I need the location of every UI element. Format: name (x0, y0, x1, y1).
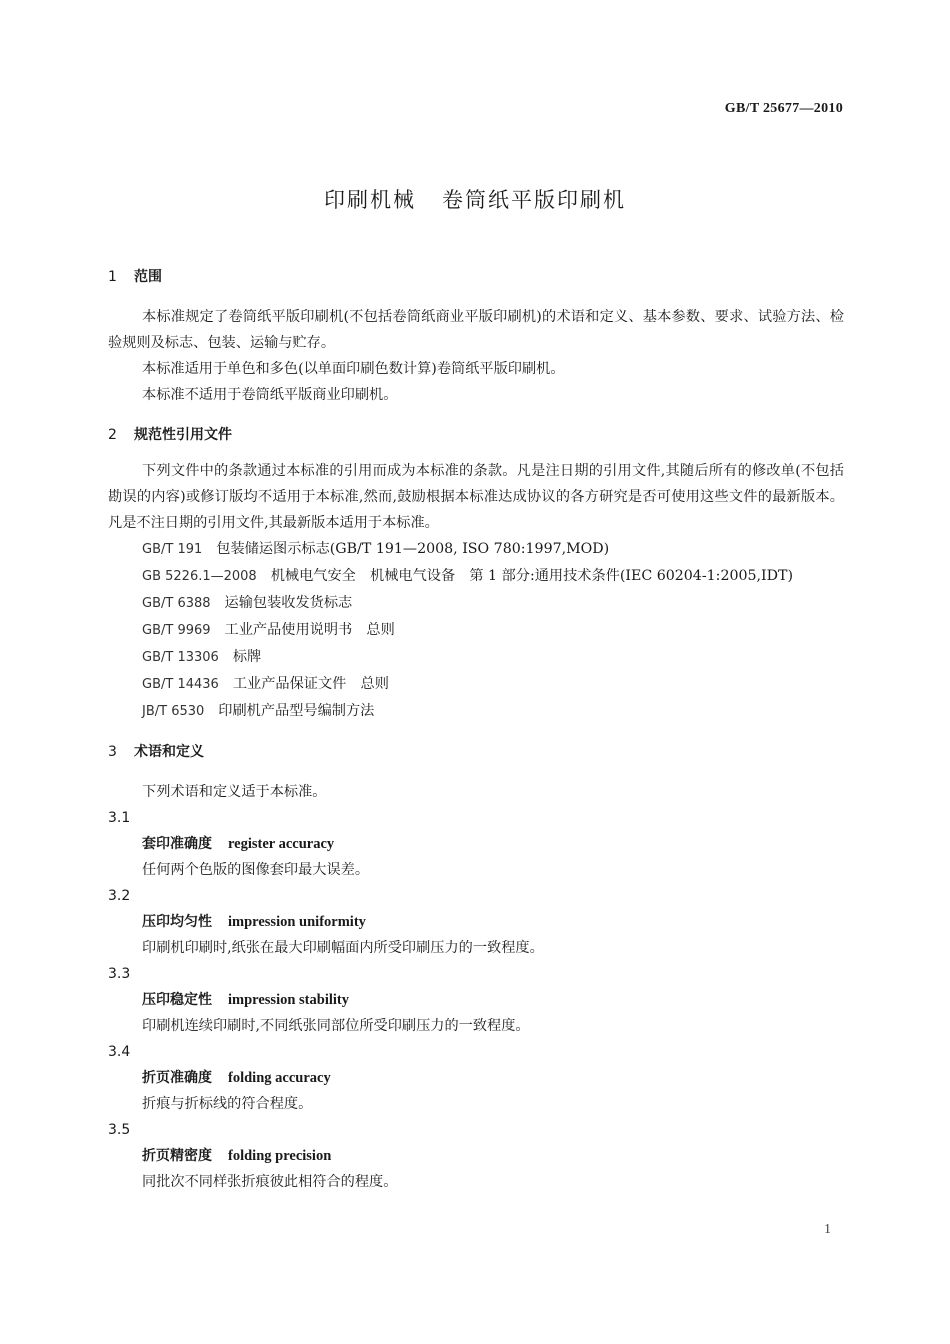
term-number: 3.1 (108, 810, 131, 826)
document-title (0, 184, 950, 214)
standard-code: GB/T 25677—2010 (724, 101, 843, 116)
title-part-2: 卷筒纸平版印刷机 (442, 188, 626, 212)
scope-paragraph-1: 本标准规定了卷筒纸平版印刷机(不包括卷筒纸商业平版印刷机)的术语和定义、基本参数、要求、试验方法、检验规则及标志、包装、运输与贮存。 (108, 309, 844, 351)
scope-paragraph-2: 本标准适用于单色和多色(以单面印刷色数计算)卷筒纸平版印刷机。 (142, 361, 565, 377)
terms-intro: 下列术语和定义适于本标准。 (142, 784, 327, 800)
document-body (108, 264, 844, 1195)
term-entry: 套印准确度 register accuracy (142, 836, 335, 852)
section-heading-scope: 1 范围 (108, 269, 162, 285)
reference-item: JB/T 6530 印刷机产品型号编制方法 (142, 703, 375, 719)
term-number: 3.5 (108, 1122, 131, 1138)
reference-item: GB/T 14436 工业产品保证文件 总则 (142, 676, 389, 692)
term-definition: 任何两个色版的图像套印最大误差。 (142, 862, 370, 878)
reference-item: GB/T 13306 标牌 (142, 649, 262, 665)
term-definition: 印刷机连续印刷时,不同纸张同部位所受印刷压力的一致程度。 (142, 1018, 530, 1034)
term-definition: 印刷机印刷时,纸张在最大印刷幅面内所受印刷压力的一致程度。 (142, 940, 544, 956)
page-number: 1 (824, 1222, 831, 1237)
term-entry: 折页准确度 folding accuracy (142, 1070, 331, 1086)
term-definition: 同批次不同样张折痕彼此相符合的程度。 (142, 1174, 398, 1190)
scope-paragraph-3: 本标准不适用于卷筒纸平版商业印刷机。 (142, 387, 398, 403)
term-entry: 压印均匀性 impression uniformity (142, 914, 366, 930)
section-heading-normative-references: 2 规范性引用文件 (108, 427, 232, 443)
term-number: 3.2 (108, 888, 131, 904)
term-entry: 折页精密度 folding precision (142, 1148, 332, 1164)
term-number: 3.3 (108, 966, 131, 982)
reference-item: GB 5226.1—2008 机械电气安全 机械电气设备 第 1 部分:通用技术条件(IEC 60204-1:2005,IDT) (142, 568, 794, 584)
title-part-1: 印刷机械 (324, 188, 416, 212)
references-intro: 下列文件中的条款通过本标准的引用而成为本标准的条款。凡是注日期的引用文件,其随后所有的修改单(不包括勘误的内容)或修订版均不适用于本标准,然而,鼓励根据本标准达成协议的各方研究是否可使用这些文件的最新版本。凡是不注日期的引用文件,其最新版本适用于本标准。 (108, 463, 844, 531)
reference-item: GB/T 6388 运输包装收发货标志 (142, 595, 353, 611)
term-entry: 压印稳定性 impression stability (142, 992, 349, 1008)
reference-item: GB/T 191 包装储运图示标志(GB/T 191—2008, ISO 780:1997,MOD) (142, 541, 610, 557)
term-number: 3.4 (108, 1044, 131, 1060)
term-definition: 折痕与折标线的符合程度。 (142, 1096, 313, 1112)
section-heading-terms: 3 术语和定义 (108, 744, 204, 760)
reference-item: GB/T 9969 工业产品使用说明书 总则 (142, 622, 395, 638)
